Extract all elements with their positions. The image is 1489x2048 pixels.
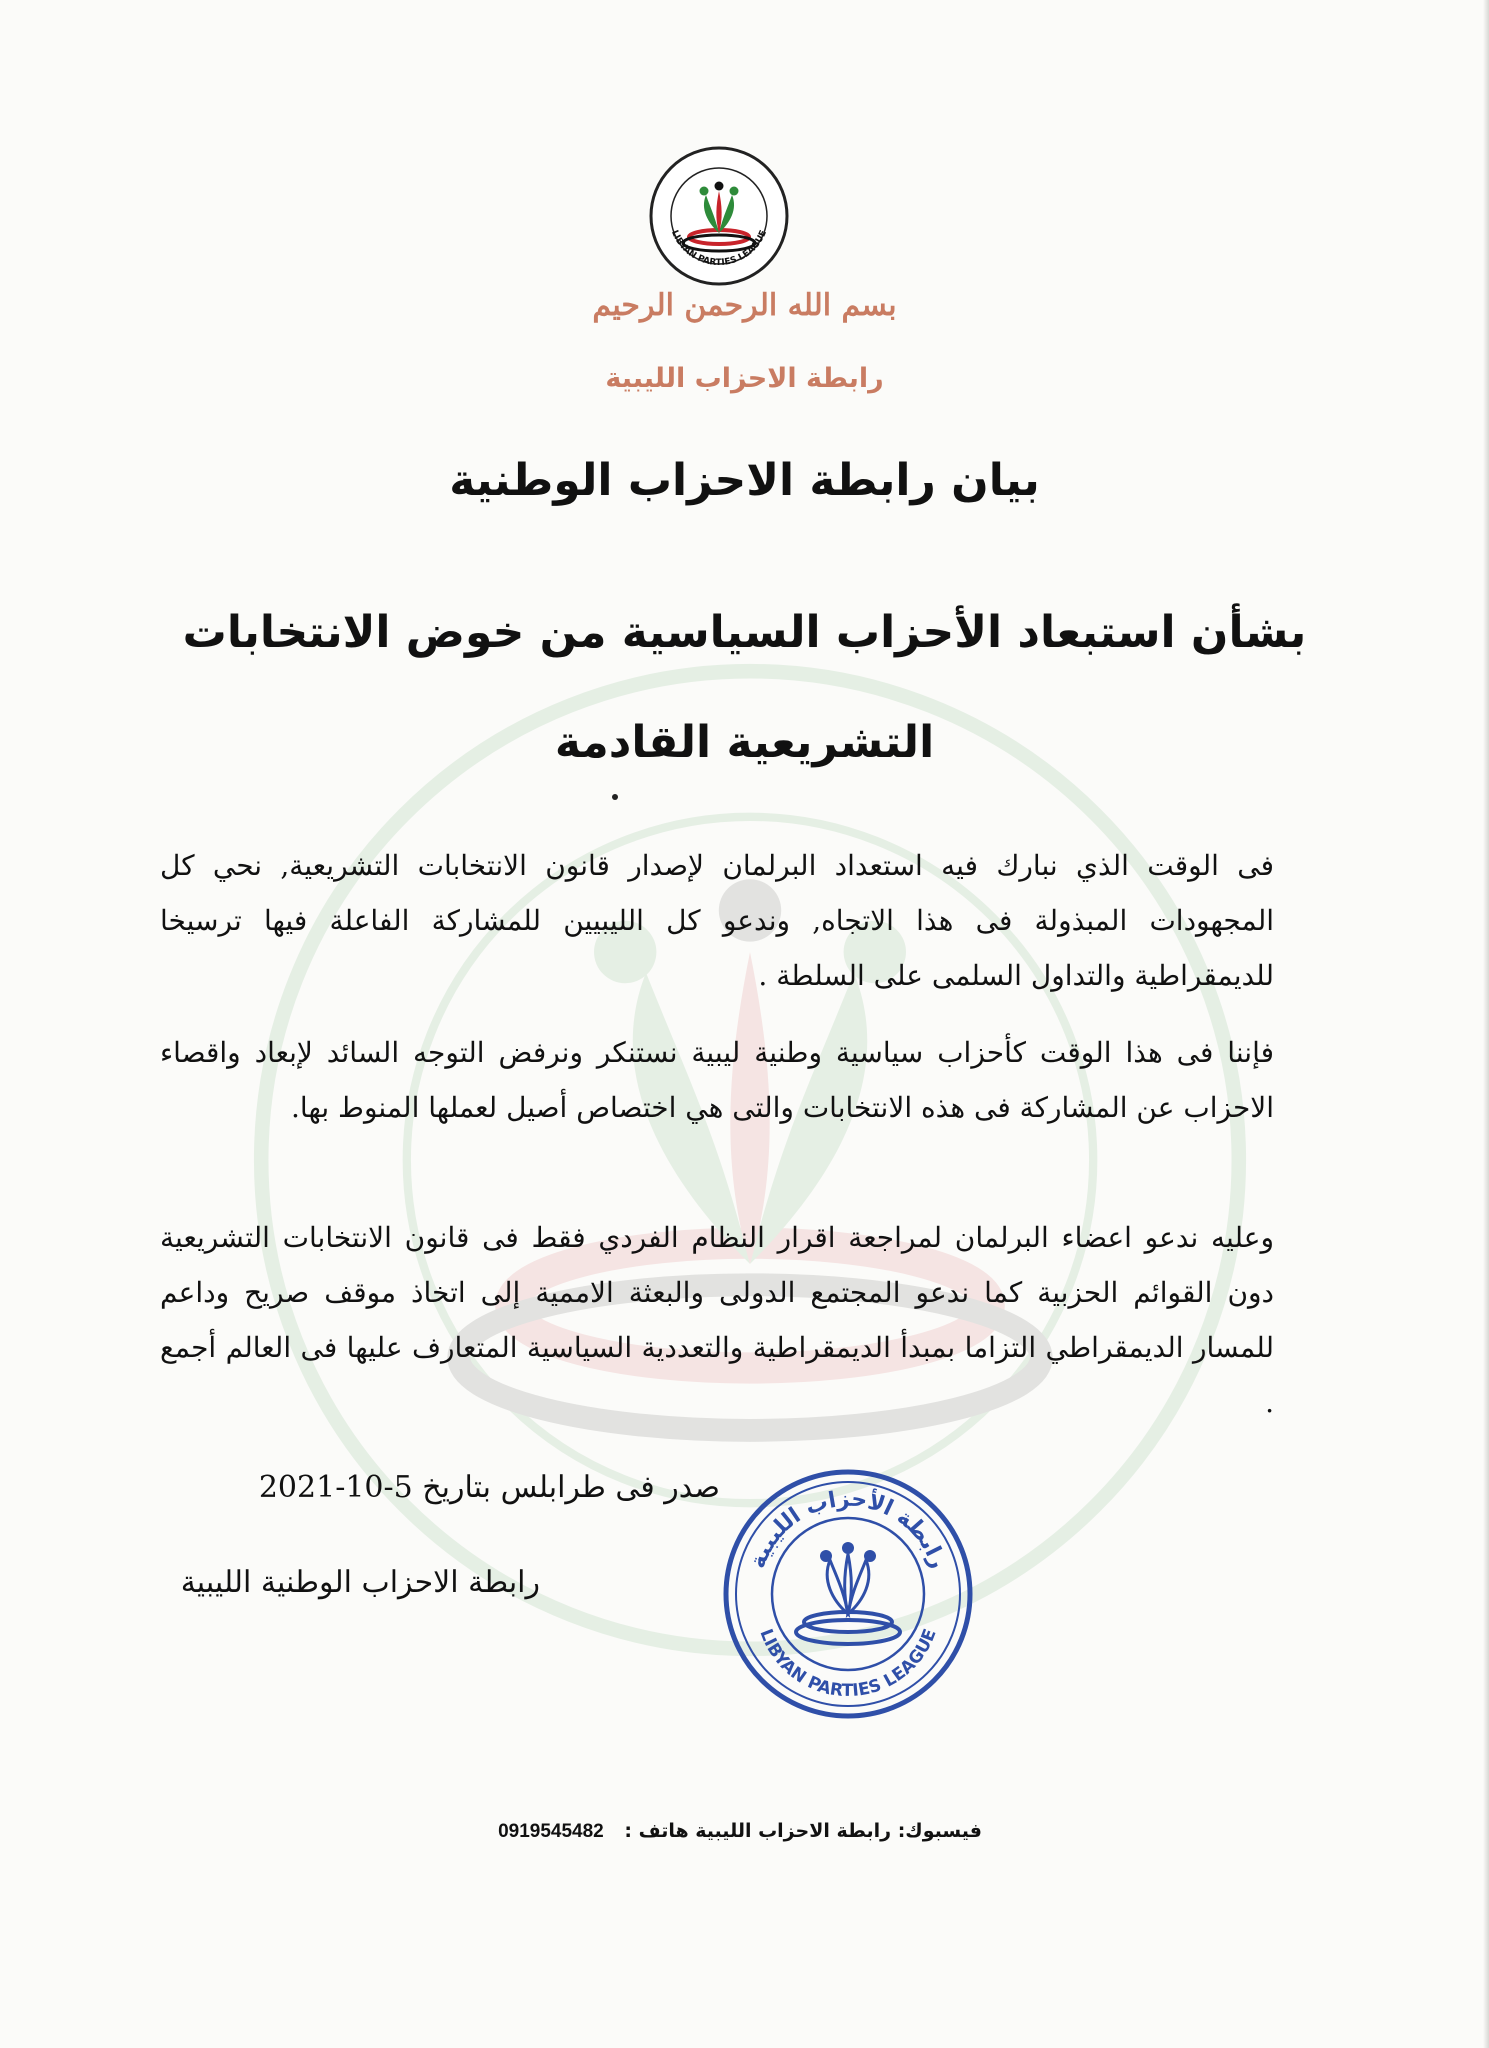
statement-title: بيان رابطة الاحزاب الوطنية bbox=[449, 455, 1040, 506]
statement-subject: بشأن استبعاد الأحزاب السياسية من خوض الانتخابات التشريعية القادمة bbox=[182, 607, 1307, 768]
svg-text:LIBYAN PARTIES LEAGUE bbox=[755, 1626, 940, 1701]
official-stamp bbox=[718, 1464, 978, 1724]
page-edge-shadow bbox=[1483, 0, 1489, 2048]
paragraph-3: وعليه ندعو اعضاء البرلمان لمراجعة اقرار النظام الفردي فقط فى قانون الانتخابات التشريعية دون القوائم الحزبية كما ندعو المجتمع الدولى والبعثة الاممية إلى اتخاذ موقف صريح وداعم للمسار الديمقراطي التزاما بمبدأ الديمقراطية والتعددية السياسية المتعارف عليها فى العالم أجمع . bbox=[160, 1221, 1274, 1419]
basmala: بسم الله الرحمن الرحيم bbox=[592, 288, 897, 323]
stamp-english-text: LIBYAN PARTIES LEAGUE bbox=[755, 1626, 941, 1702]
logo-caption: LIBYAN PARTIES LEAGUE bbox=[668, 228, 770, 269]
league-logo bbox=[648, 145, 790, 287]
paragraph-2: فإننا فى هذا الوقت كأحزاب سياسية وطنية ليبية نستنكر ونرفض التوجه السائد لإبعاد واقصاء الاحزاب عن المشاركة فى هذه الانتخابات والتى هي اختصاص أصيل لعملها المنوط بها. bbox=[160, 1036, 1274, 1124]
issue-date-line: صدر فى طرابلس بتاريخ 5-10-2021 bbox=[258, 1470, 720, 1505]
stray-dot bbox=[612, 794, 618, 800]
footer-contact-label: فيسبوك: رابطة الاحزاب الليبية هاتف : bbox=[624, 1820, 982, 1842]
footer-phone: 0919545482 bbox=[498, 1821, 604, 1842]
paragraph-1: فى الوقت الذي نبارك فيه استعداد البرلمان لإصدار قانون الانتخابات التشريعية, نحي كل المجهودات المبذولة فى هذا الاتجاه, وندعو كل الليبيين للمشاركة الفاعلة فيها ترسيخا للديمقراطية والتداول السلمى على السلطة . bbox=[160, 849, 1275, 992]
header-organization: رابطة الاحزاب الليبية bbox=[605, 363, 884, 394]
stamp-arabic-text: رابطة الأحزاب الليبية bbox=[745, 1486, 951, 1572]
footer-contact bbox=[460, 1820, 1020, 1843]
signature-organization: رابطة الاحزاب الوطنية الليبية bbox=[180, 1565, 540, 1600]
